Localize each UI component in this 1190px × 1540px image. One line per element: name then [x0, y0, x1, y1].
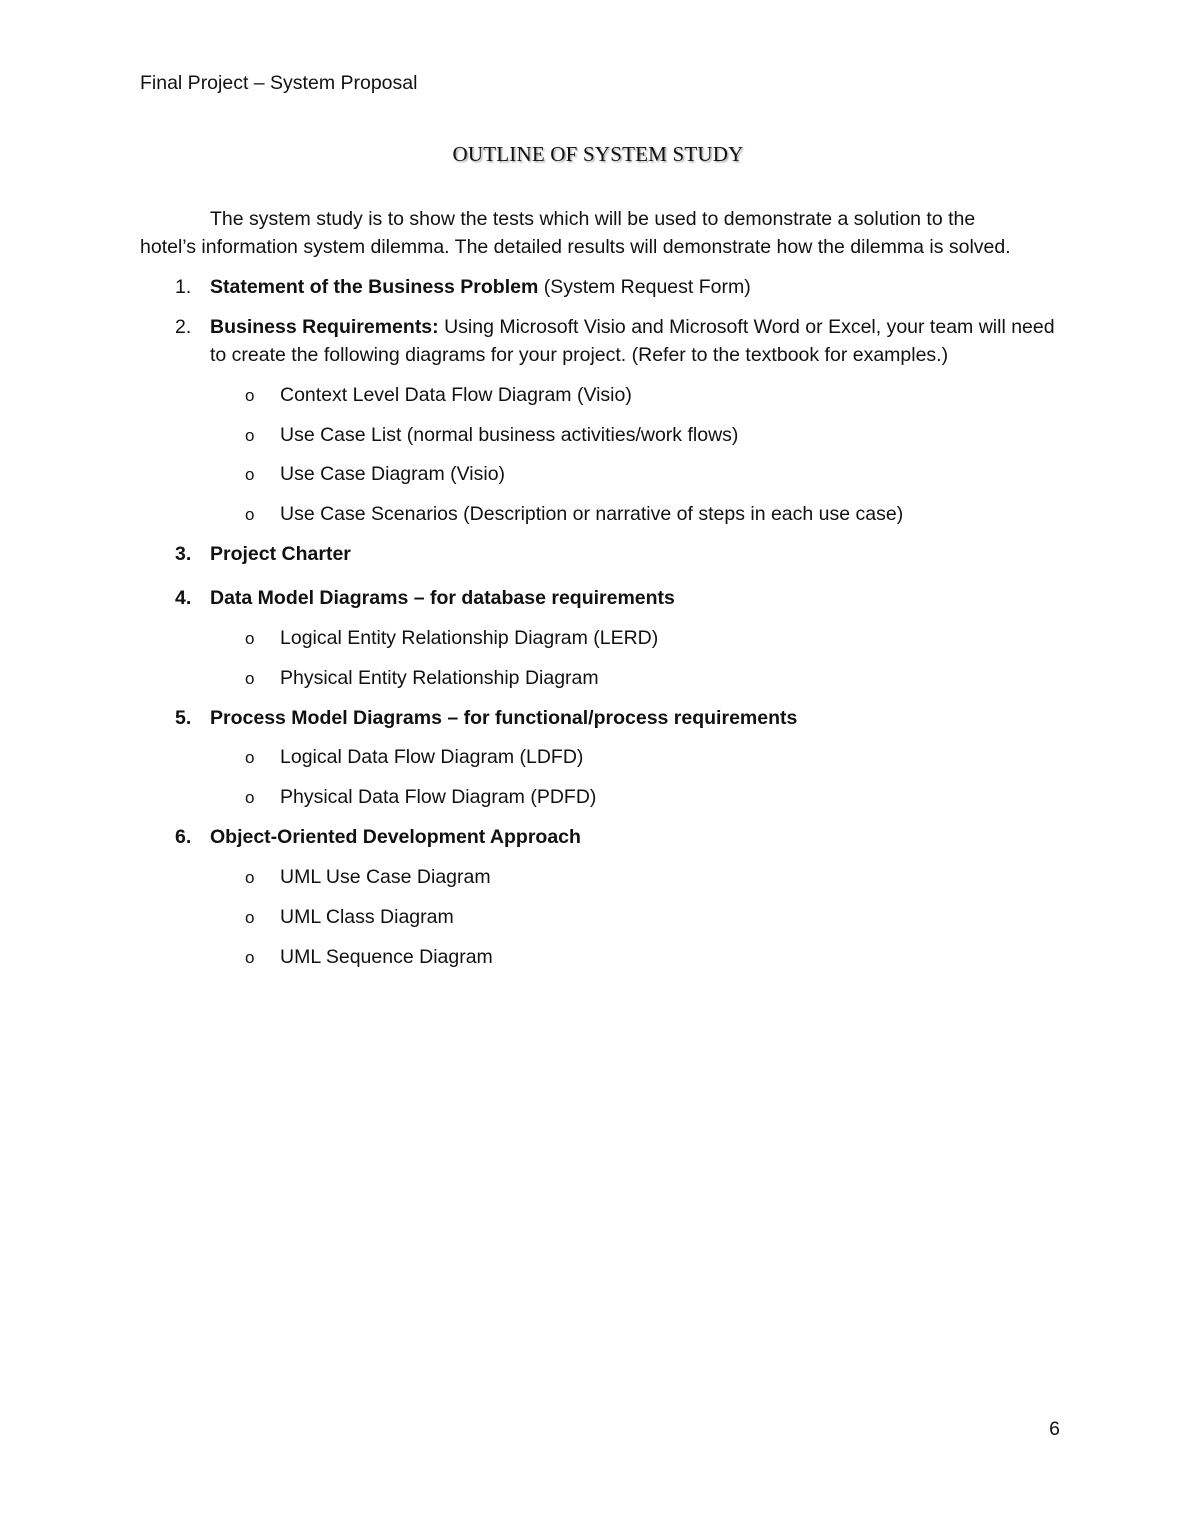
list-item-title: Project Charter — [210, 543, 351, 565]
list-number: 2. — [175, 316, 192, 338]
bullet-icon: o — [245, 669, 255, 688]
sub-list-item: Context Level Data Flow Diagram (Visio) — [280, 384, 632, 406]
list-item — [210, 541, 351, 567]
bullet-icon: o — [245, 386, 255, 405]
list-item-continuation: to create the following diagrams for your project. (Refer to the textbook for examples.) — [210, 344, 949, 366]
list-item — [210, 824, 581, 850]
list-item — [210, 274, 751, 300]
sub-list-item: Physical Data Flow Diagram (PDFD) — [280, 786, 597, 808]
bullet-icon: o — [245, 505, 255, 524]
page-title: OUTLINE OF SYSTEM STUDY — [452, 142, 744, 166]
sub-list-item: Logical Data Flow Diagram (LDFD) — [280, 746, 584, 768]
bullet-icon: o — [245, 748, 255, 767]
bullet-icon: o — [245, 788, 255, 807]
bullet-icon: o — [245, 908, 255, 927]
sub-list-item: UML Sequence Diagram — [280, 946, 493, 968]
sub-list-item: Use Case Scenarios (Description or narrative of steps in each use case) — [280, 503, 904, 525]
list-number: 6. — [175, 826, 192, 848]
list-item-title: Process Model Diagrams – for functional/process requirements — [210, 707, 798, 729]
bullet-icon: o — [245, 629, 255, 648]
bullet-icon: o — [245, 948, 255, 967]
list-item-text: Using Microsoft Visio and Microsoft Word or Excel, your team will need — [438, 316, 1055, 338]
intro-line-2: hotel’s information system dilemma. The detailed results will demonstrate how the dilemma is solved. — [140, 236, 1011, 258]
list-item-title: Statement of the Business Problem — [210, 276, 539, 298]
list-item-title: Business Requirements: — [210, 316, 439, 338]
bullet-icon: o — [245, 426, 255, 445]
sub-list-item: Use Case Diagram (Visio) — [280, 463, 506, 485]
bullet-icon: o — [245, 465, 255, 484]
list-item — [210, 705, 797, 731]
bullet-icon: o — [245, 868, 255, 887]
sub-list-item: Physical Entity Relationship Diagram — [280, 667, 599, 689]
page-number: 6 — [1049, 1418, 1060, 1440]
list-item-text: (System Request Form) — [538, 276, 751, 298]
intro-line-1: The system study is to show the tests which will be used to demonstrate a solution to the — [210, 208, 976, 230]
list-item-title: Object-Oriented Development Approach — [210, 826, 581, 848]
list-number: 4. — [175, 587, 192, 609]
list-number: 1. — [175, 276, 192, 298]
list-item — [210, 585, 675, 611]
sub-list-item: UML Use Case Diagram — [280, 866, 491, 888]
list-item-title: Data Model Diagrams – for database requirements — [210, 587, 675, 609]
sub-list-item: Logical Entity Relationship Diagram (LERD) — [280, 627, 659, 649]
intro-paragraph — [140, 205, 1060, 261]
list-number: 3. — [175, 543, 192, 565]
sub-list-item: UML Class Diagram — [280, 906, 454, 928]
page-header: Final Project – System Proposal — [140, 72, 418, 94]
list-item — [210, 314, 1055, 340]
sub-list-item: Use Case List (normal business activities/work flows) — [280, 424, 739, 446]
list-number: 5. — [175, 707, 192, 729]
